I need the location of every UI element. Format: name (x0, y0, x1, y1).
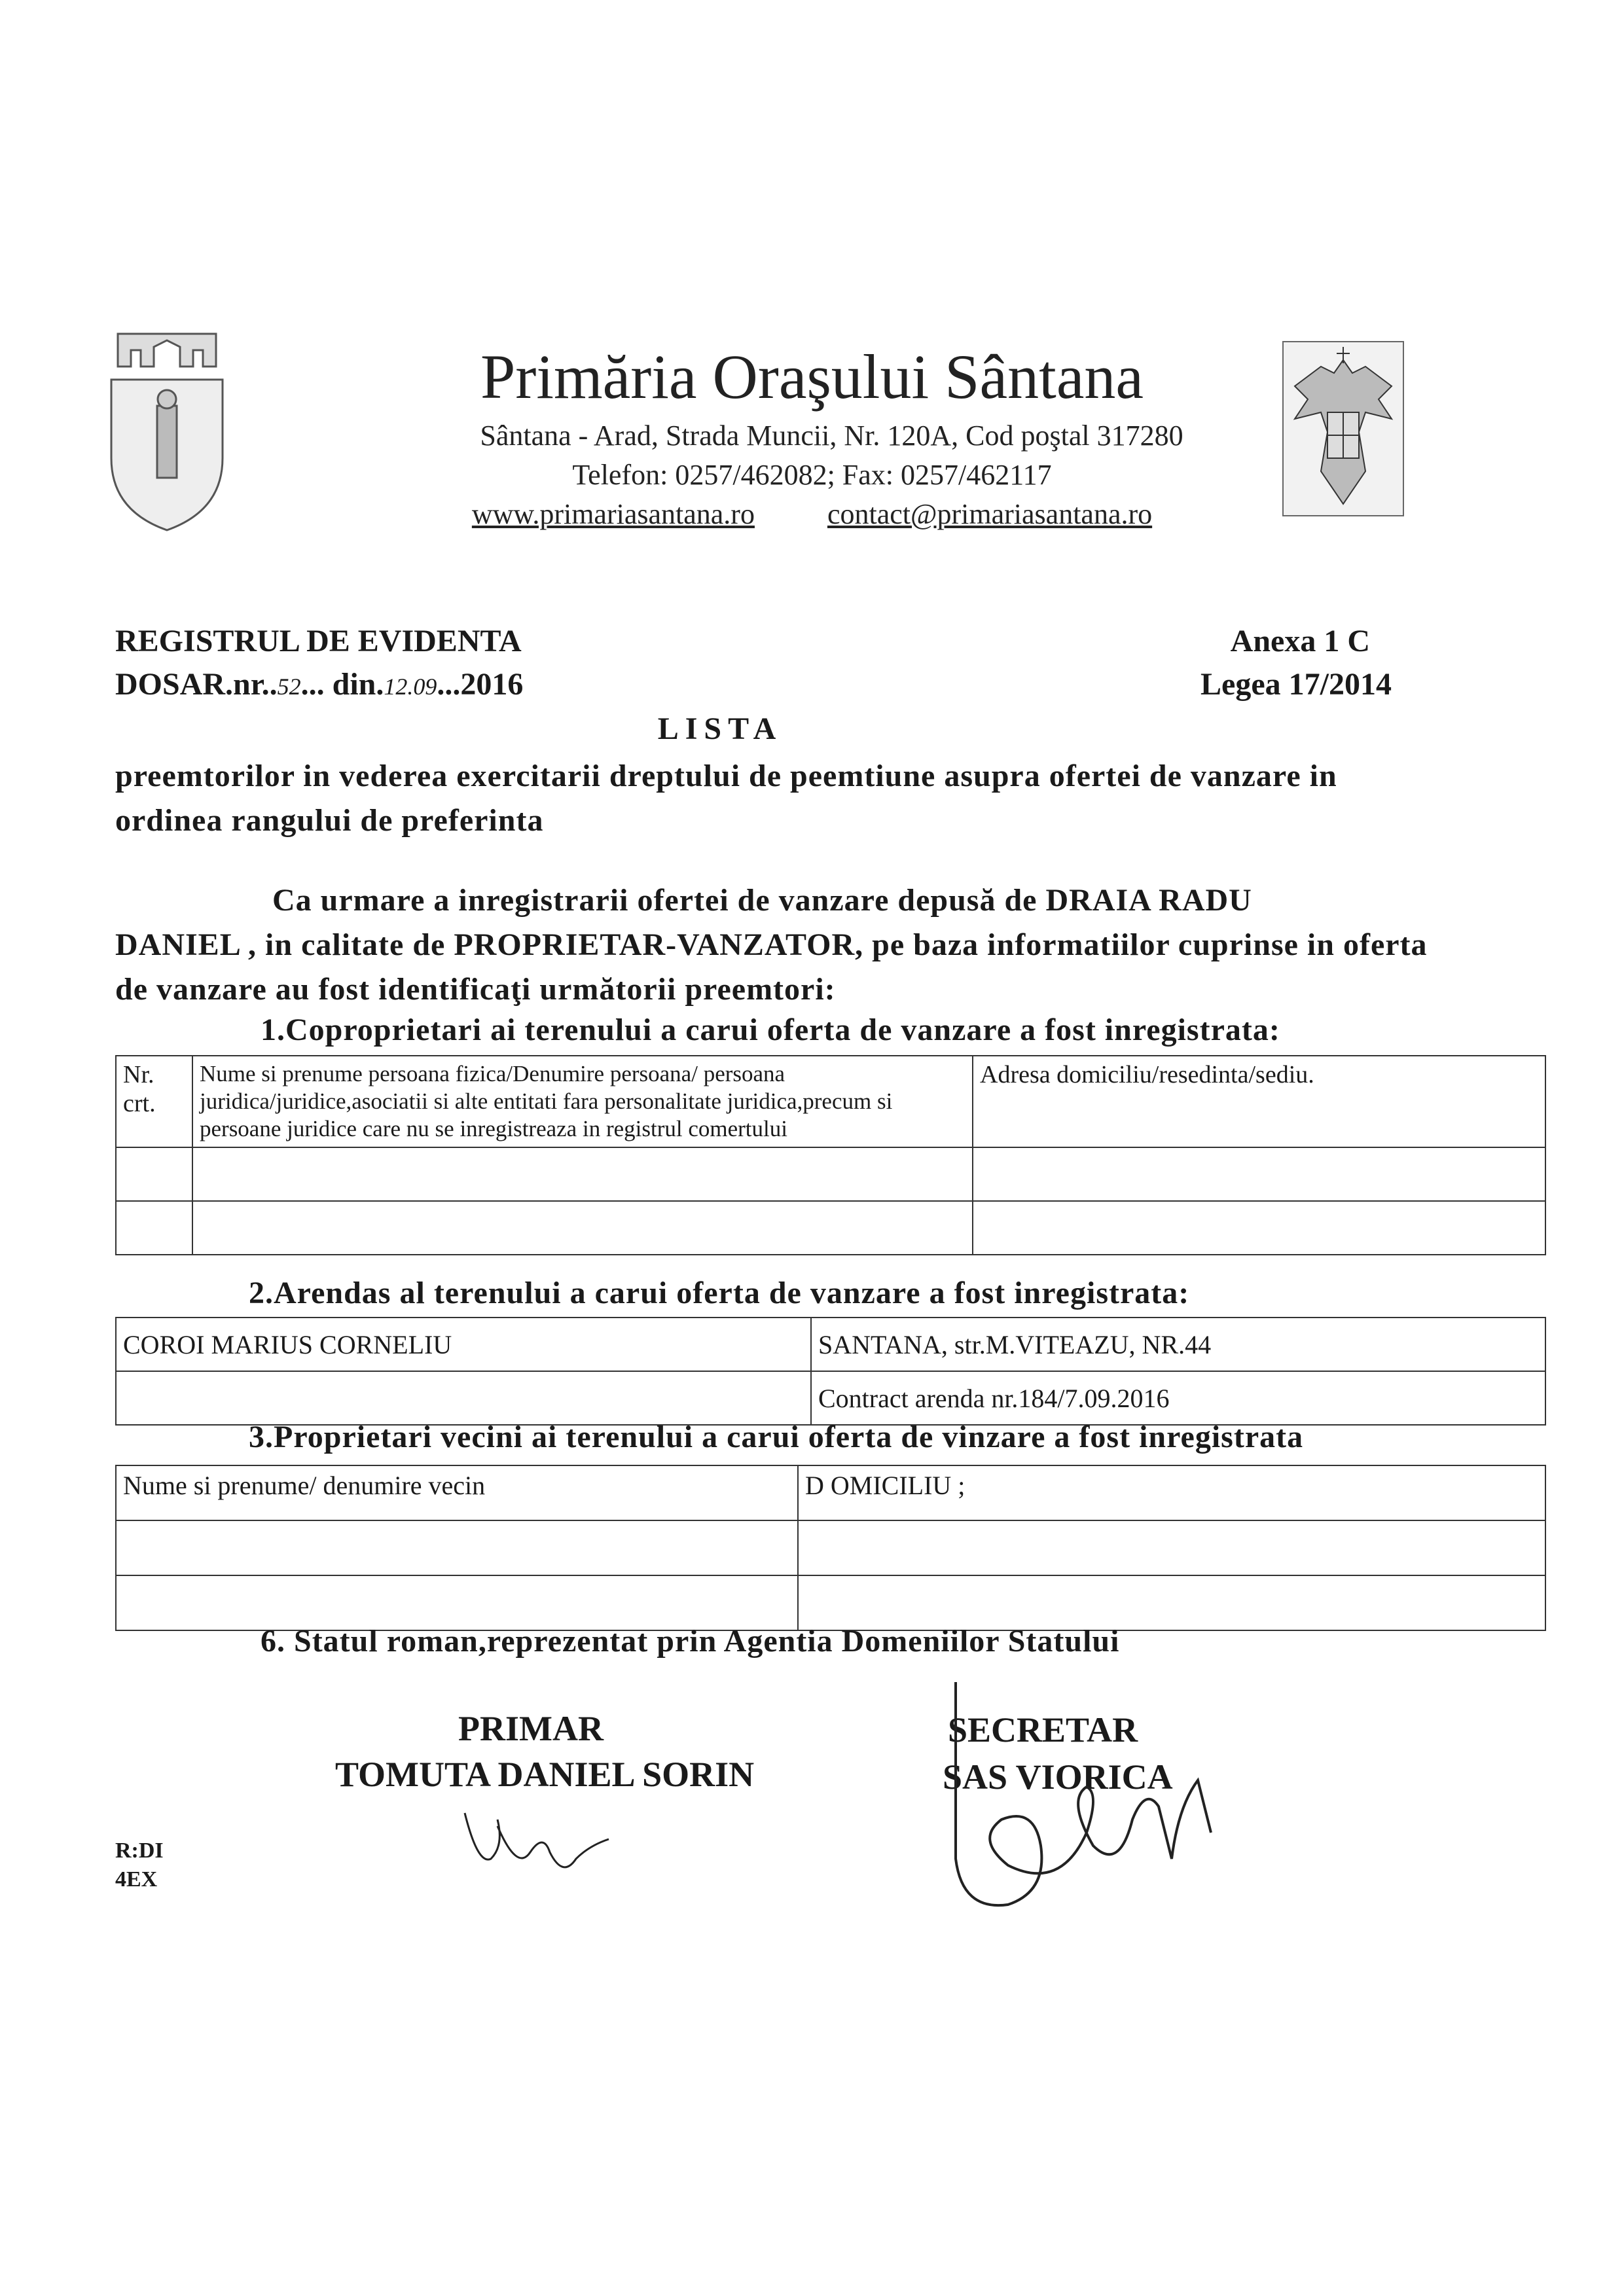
primar-title: PRIMAR (458, 1709, 604, 1748)
table-row (116, 1371, 1545, 1425)
table-row (116, 1575, 1545, 1630)
dosar-date: 12.09 (384, 673, 437, 700)
institution-address: Sântana - Arad, Strada Muncii, Nr. 120A, Cod poştal 317280 (480, 420, 1183, 452)
col-address: Adresa domiciliu/resedinta/sediu. (973, 1056, 1545, 1147)
annex-label: Anexa 1 C (1230, 624, 1370, 658)
section6-line: 6. Statul roman,reprezentat prin Agentia Domeniilor Statului (261, 1624, 1120, 1659)
lease-contract: Contract arenda nr.184/7.09.2016 (811, 1371, 1545, 1425)
table-header-row (116, 1465, 1545, 1520)
institution-title: Primăria Oraşului Sântana (480, 342, 1144, 412)
institution-links (0, 497, 1624, 531)
email-link[interactable]: contact@primariasantana.ro (827, 498, 1153, 530)
coowners-table (115, 1055, 1546, 1255)
col-domicile: D OMICILIU ; (798, 1465, 1545, 1520)
section3-heading: 3.Proprietari vecini ai terenului a carui oferta de vinzare a fost inregistrata (249, 1420, 1304, 1454)
registry-title: REGISTRUL DE EVIDENTA (115, 624, 522, 658)
table-row (116, 1201, 1545, 1255)
primar-signature (452, 1787, 622, 1892)
website-link[interactable]: www.primariasantana.ro (471, 498, 755, 530)
table-row (116, 1147, 1545, 1201)
primar-name: TOMUTA DANIEL SORIN (335, 1755, 755, 1794)
tenant-table (115, 1317, 1546, 1426)
institution-phone-fax: Telefon: 0257/462082; Fax: 0257/462117 (572, 459, 1052, 491)
col-neighbor-name: Nume si prenume/ denumire vecin (116, 1465, 798, 1520)
table-row (116, 1318, 1545, 1371)
footer-code: R:DI 4EX (115, 1839, 164, 1892)
tenant-address: SANTANA, str.M.VITEAZU, NR.44 (811, 1318, 1545, 1371)
secretar-signature (936, 1676, 1224, 1918)
document-subtitle: preemtorilor in vederea exercitarii dreptului de peemtiune asupra ofertei de vanzare in ordinea rangului de preferinta (115, 759, 1337, 838)
col-nr: Nr. crt. (116, 1056, 192, 1147)
col-name: Nume si prenume persoana fizica/Denumire persoana/ persoana juridica/juridice,asociatii si alte entitati fara personalitate juridica,precum si persoane juridice care nu se inregistreaza in registrul comertului (192, 1056, 973, 1147)
section2-heading: 2.Arendas al terenului a carui oferta de vanzare a fost inregistrata: (249, 1276, 1190, 1310)
dosar-line: DOSAR.nr..52... din.12.09...2016 (115, 667, 524, 702)
secretar-title: SECRETAR (948, 1710, 1138, 1749)
intro-paragraph: Ca urmare a inregistrarii ofertei de vanzare depusă de DRAIA RADU DANIEL , in calitate de PROPRIETAR-VANZATOR, pe baza informatiilor cuprinse in oferta de vanzare au fost identificaţi următorii preemtori: (115, 883, 1428, 1007)
law-label: Legea 17/2014 (1200, 667, 1392, 702)
dosar-number: 52 (277, 673, 301, 700)
table-row (116, 1520, 1545, 1575)
tenant-name: COROI MARIUS CORNELIU (116, 1318, 811, 1371)
section1-heading: 1.Coproprietari ai terenului a carui oferta de vanzare a fost inregistrata: (261, 1013, 1280, 1047)
secretar-name: SAS VIORICA (943, 1757, 1173, 1797)
neighbors-table (115, 1465, 1546, 1631)
document-title: LISTA (657, 711, 783, 746)
table-header-row (116, 1056, 1545, 1147)
